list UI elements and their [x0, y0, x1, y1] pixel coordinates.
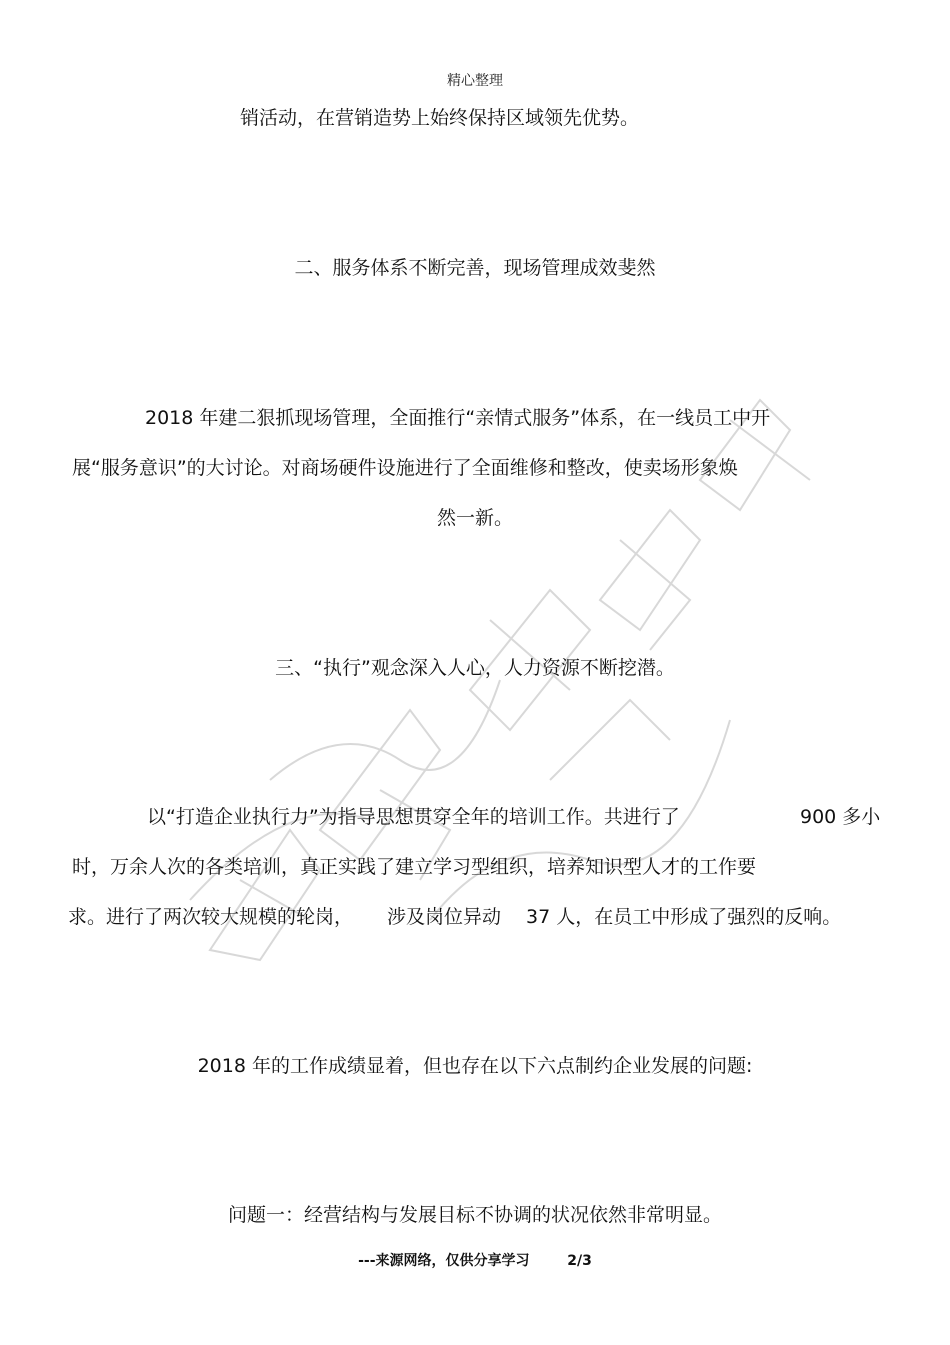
- paragraph-line: 涉及岗位异动: [387, 906, 502, 928]
- problem-line: 问题一：经营结构与发展目标不协调的状况依然非常明显。: [227, 1204, 722, 1226]
- paragraph-line: 以“打造企业执行力”为指导思想贯穿全年的培训工作。共进行了: [147, 806, 680, 828]
- footer-page-number: 2/3: [567, 1253, 592, 1269]
- paragraph-line: 时，万余人次的各类培训，真正实践了建立学习型组织，培养知识型人才的工作要: [72, 856, 757, 878]
- paragraph-line: 求。进行了两次较大规模的轮岗，: [68, 906, 354, 928]
- summary-line: 2018 年的工作成绩显着，但也存在以下六点制约企业发展的问题:: [197, 1055, 753, 1077]
- page-header: 精心整理: [447, 73, 503, 89]
- section-heading: 三、“执行”观念深入人心，人力资源不断挖潜。: [275, 657, 675, 679]
- footer-source: ---来源网络，仅供分享学习: [358, 1253, 530, 1269]
- page-footer: [0, 1250, 950, 1270]
- paragraph-line: 37 人，在员工中形成了强烈的反响。: [526, 906, 842, 928]
- paragraph-line: 900 多小: [800, 806, 881, 828]
- paragraph-line: 展“服务意识”的大讨论。对商场硬件设施进行了全面维修和整改，使卖场形象焕: [72, 457, 738, 479]
- paragraph-line: 2018 年建二狠抓现场管理，全面推行“亲情式服务”体系，在一线员工中开: [145, 407, 771, 429]
- section-heading: 二、服务体系不断完善，现场管理成效斐然: [294, 257, 656, 279]
- paragraph-line: 然一新。: [436, 507, 513, 529]
- paragraph-line: 销活动，在营销造势上始终保持区域领先优势。: [240, 107, 640, 129]
